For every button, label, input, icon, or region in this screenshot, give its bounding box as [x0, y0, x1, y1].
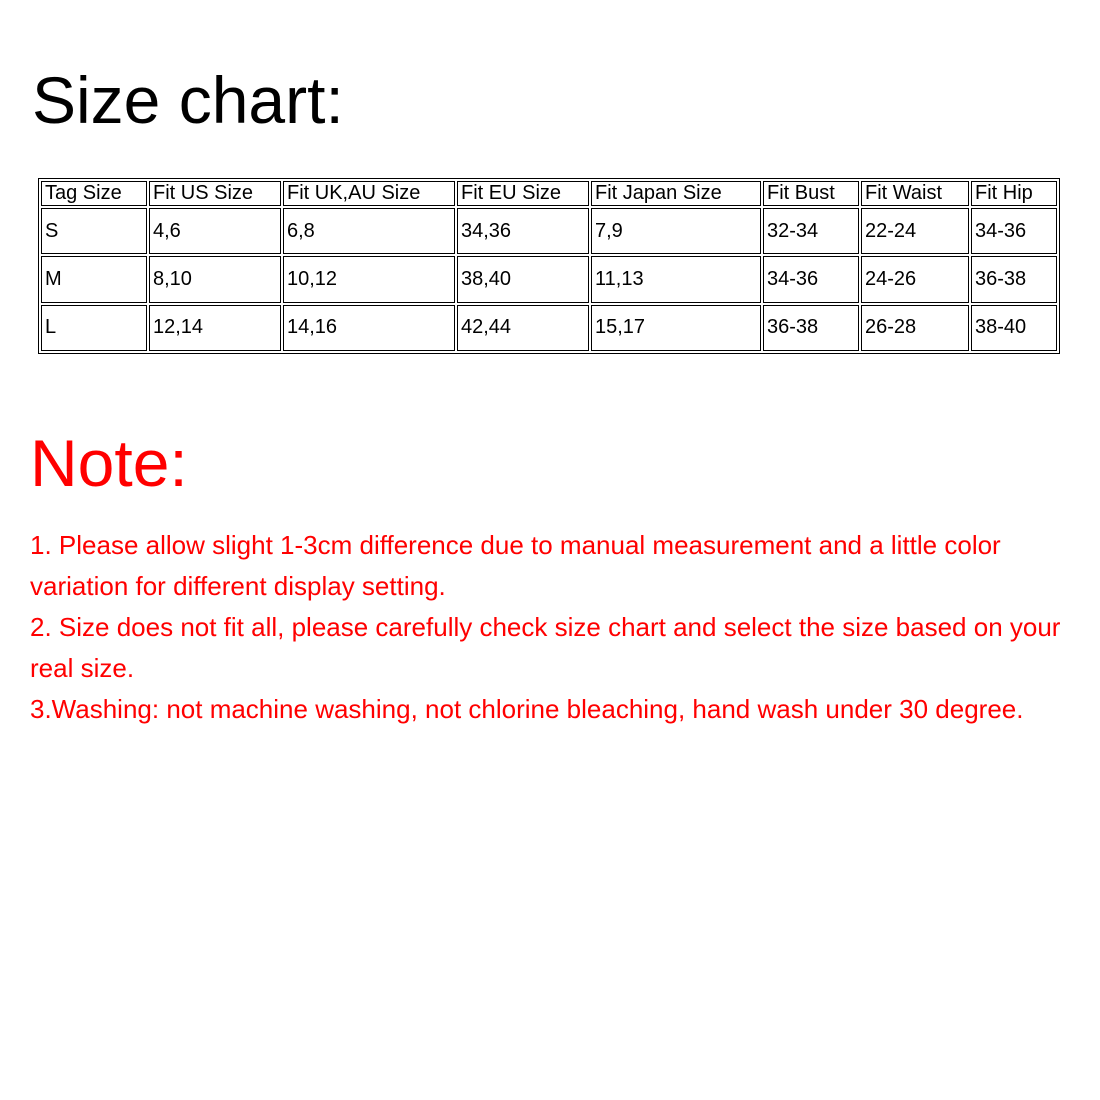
table-cell: M	[41, 256, 147, 302]
table-cell: 36-38	[763, 305, 859, 351]
header-cell: Fit Japan Size	[591, 181, 761, 206]
table-cell: 15,17	[591, 305, 761, 351]
table-row	[41, 256, 1057, 302]
table-cell: 38-40	[971, 305, 1057, 351]
table-cell: 6,8	[283, 208, 455, 254]
table-cell: 36-38	[971, 256, 1057, 302]
note-list	[30, 525, 1080, 730]
note-title: Note:	[30, 426, 188, 500]
table-cell: 34,36	[457, 208, 589, 254]
table-cell: 24-26	[861, 256, 969, 302]
table-cell: 34-36	[971, 208, 1057, 254]
header-cell: Fit Hip	[971, 181, 1057, 206]
table-cell: 10,12	[283, 256, 455, 302]
table-cell: 12,14	[149, 305, 281, 351]
table-row	[41, 305, 1057, 351]
header-cell: Fit Waist	[861, 181, 969, 206]
table-cell: 34-36	[763, 256, 859, 302]
header-cell: Fit Bust	[763, 181, 859, 206]
page-title: Size chart:	[32, 63, 344, 137]
header-cell: Fit UK,AU Size	[283, 181, 455, 206]
table-cell: 26-28	[861, 305, 969, 351]
table-cell: 7,9	[591, 208, 761, 254]
table-cell: 11,13	[591, 256, 761, 302]
table-cell: 8,10	[149, 256, 281, 302]
table-row	[41, 208, 1057, 254]
table-cell: 14,16	[283, 305, 455, 351]
header-cell: Fit EU Size	[457, 181, 589, 206]
note-item: 3.Washing: not machine washing, not chlorine bleaching, hand wash under 30 degree.	[30, 694, 1024, 724]
table-cell: 32-34	[763, 208, 859, 254]
table-cell: 22-24	[861, 208, 969, 254]
table-cell: 42,44	[457, 305, 589, 351]
table-header-row	[41, 181, 1057, 206]
note-item: 1. Please allow slight 1-3cm difference due to manual measurement and a little color variation for different display setting.	[30, 530, 1001, 601]
header-cell: Fit US Size	[149, 181, 281, 206]
table-cell: S	[41, 208, 147, 254]
table-cell: 4,6	[149, 208, 281, 254]
size-chart-table	[38, 178, 1060, 354]
header-cell: Tag Size	[41, 181, 147, 206]
note-item: 2. Size does not fit all, please carefully check size chart and select the size based on your real size.	[30, 612, 1061, 683]
table-cell: 38,40	[457, 256, 589, 302]
table-cell: L	[41, 305, 147, 351]
